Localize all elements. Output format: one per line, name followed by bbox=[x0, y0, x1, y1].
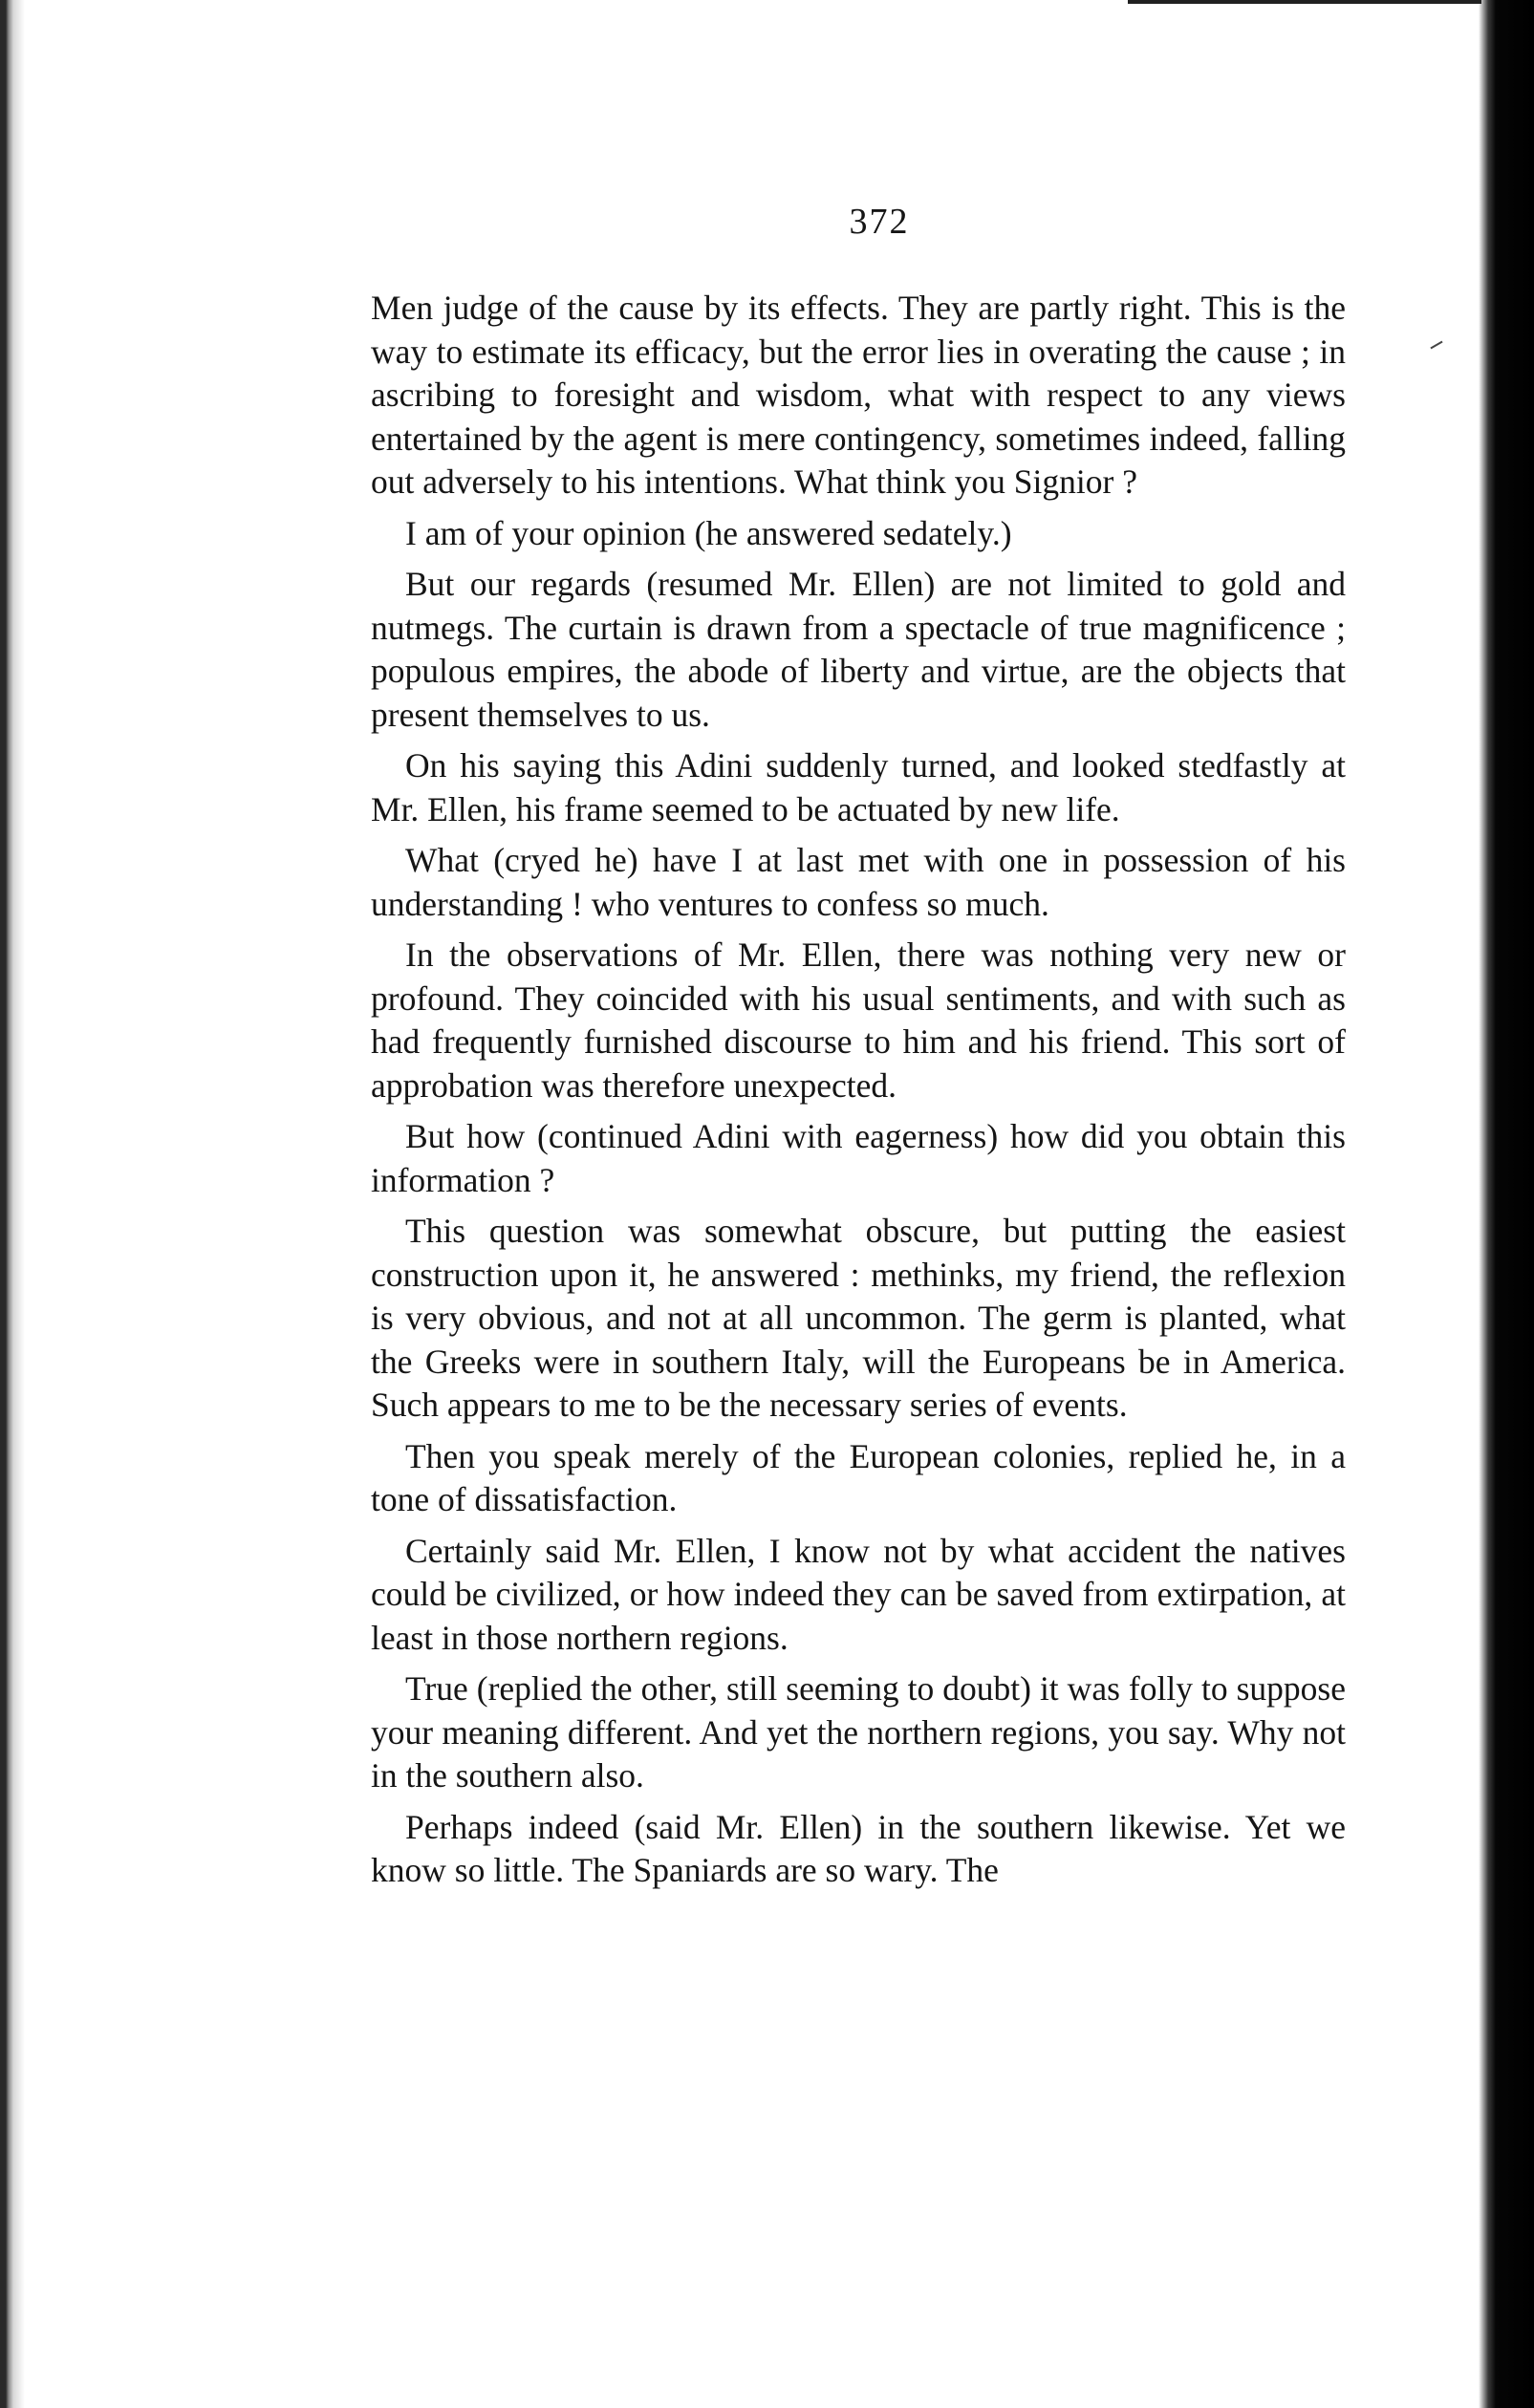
paragraph: In the observations of Mr. Ellen, there was nothing very new or profound. They coincided with his usual sentiments, and with such as had frequently furnished discourse to him and his friend. This sort of approbation was therefore unexpected. bbox=[371, 935, 1346, 1105]
stray-mark bbox=[1430, 341, 1442, 350]
page-number: 372 bbox=[849, 202, 910, 242]
paragraph: Then you speak merely of the European colonies, replied he, in a tone of dissatisfaction. bbox=[371, 1436, 1346, 1518]
scan-left-edge bbox=[0, 0, 32, 2408]
paragraph: I am of your opinion (he answered sedately.) bbox=[405, 513, 1012, 552]
paragraph: On his saying this Adini suddenly turned, and looked stedfastly at Mr. Ellen, his frame seemed to be actuated by new life. bbox=[371, 746, 1346, 828]
body-text bbox=[371, 287, 1346, 1901]
paragraph: Certainly said Mr. Ellen, I know not by what accident the natives could be civilized, or how indeed they can be saved from extirpation, at least in those northern regions. bbox=[371, 1531, 1346, 1657]
paragraph: True (replied the other, still seeming to doubt) it was folly to suppose your meaning different. And yet the northern regions, you say. Why not in the southern also. bbox=[371, 1669, 1346, 1795]
paragraph: Perhaps indeed (said Mr. Ellen) in the southern likewise. Yet we know so little. The Spaniards are so wary. The bbox=[371, 1807, 1346, 1889]
scan-right-edge bbox=[1479, 0, 1534, 2408]
paragraph: But our regards (resumed Mr. Ellen) are not limited to gold and nutmegs. The curtain is drawn from a spectacle of true magnificence ; populous empires, the abode of liberty and virtue, are the objects that present themselves to us. bbox=[371, 565, 1346, 734]
paragraph: This question was somewhat obscure, but putting the easiest construction upon it, he answered : methinks, my friend, the reflexion is very obvious, and not at all uncommon. The germ is planted, what the Greeks were in southern Italy, will the Europeans be in America. Such appears to me to be the necessary series of events. bbox=[371, 1212, 1346, 1424]
paragraph: What (cryed he) have I at last met with one in possession of his understanding ! who ventures to confess so much. bbox=[371, 841, 1346, 923]
scan-top-line bbox=[1128, 0, 1481, 4]
paragraph: Men judge of the cause by its effects. They are partly right. This is the way to estimate its efficacy, but the error lies in overating the cause ; in ascribing to foresight and wisdom, what with respect to any views entertained by the agent is mere contingency, sometimes indeed, falling out adversely to his intentions. What think you Signior ? bbox=[371, 289, 1346, 501]
paragraph: But how (continued Adini with eagerness) how did you obtain this information ? bbox=[371, 1117, 1346, 1199]
